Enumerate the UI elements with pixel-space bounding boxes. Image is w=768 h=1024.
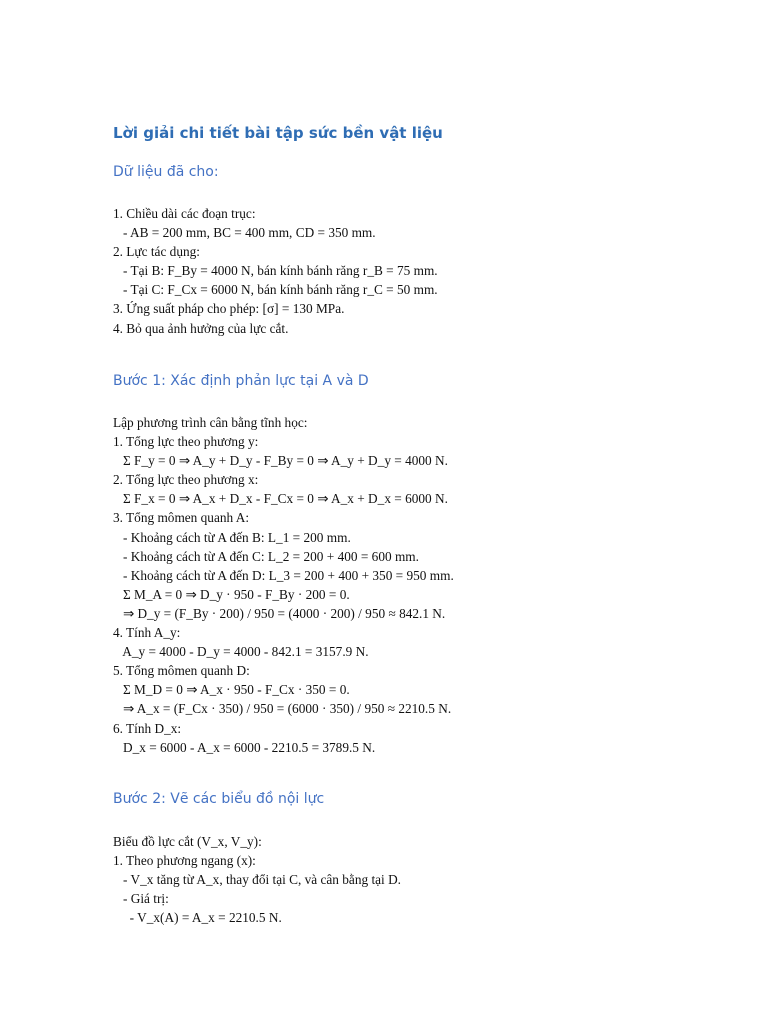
document-title: Lời giải chi tiết bài tập sức bền vật liệu xyxy=(113,124,443,142)
step-1-list xyxy=(113,413,454,757)
text-line: - Khoảng cách từ A đến D: L_3 = 200 + 400 + 350 = 950 mm. xyxy=(113,567,454,583)
section-heading-step-2: Bước 2: Vẽ các biểu đồ nội lực xyxy=(113,791,325,807)
section-heading-step-1: Bước 1: Xác định phản lực tại A và D xyxy=(113,373,369,389)
text-line: A_y = 4000 - D_y = 4000 - 842.1 = 3157.9 N. xyxy=(113,644,369,660)
text-line: 1. Tổng lực theo phương y: xyxy=(113,434,259,450)
step-2-list xyxy=(113,832,401,927)
text-line: ⇒ A_x = (F_Cx · 350) / 950 = (6000 · 350) / 950 ≈ 2210.5 N. xyxy=(113,701,452,717)
text-line: Σ F_x = 0 ⇒ A_x + D_x - F_Cx = 0 ⇒ A_x + D_x = 6000 N. xyxy=(113,491,448,507)
text-line: 1. Chiều dài các đoạn trục: xyxy=(113,206,256,221)
text-line: Σ M_A = 0 ⇒ D_y · 950 - F_By · 200 = 0. xyxy=(113,586,350,602)
text-line: Biểu đồ lực cắt (V_x, V_y): xyxy=(113,834,262,849)
text-line: ⇒ D_y = (F_By · 200) / 950 = (4000 · 200) / 950 ≈ 842.1 N. xyxy=(113,605,446,621)
text-line: - Tại B: F_By = 4000 N, bán kính bánh răng r_B = 75 mm. xyxy=(113,263,438,279)
text-line: - V_x tăng từ A_x, thay đổi tại C, và cân bằng tại D. xyxy=(113,872,401,888)
text-line: - AB = 200 mm, BC = 400 mm, CD = 350 mm. xyxy=(113,225,376,241)
given-data-list xyxy=(113,204,438,338)
text-line: 6. Tính D_x: xyxy=(113,720,182,736)
text-line: 3. Ứng suất pháp cho phép: [σ] = 130 MPa. xyxy=(113,301,345,317)
text-line: 3. Tổng mômen quanh A: xyxy=(113,510,250,526)
section-heading-given-data: Dữ liệu đã cho: xyxy=(113,164,219,180)
text-line: Lập phương trình cân bằng tĩnh học: xyxy=(113,415,308,430)
text-line: - Giá trị: xyxy=(113,891,169,907)
text-line: 4. Bỏ qua ảnh hưởng của lực cắt. xyxy=(113,320,289,336)
text-line: 5. Tổng mômen quanh D: xyxy=(113,663,250,679)
text-line: - V_x(A) = A_x = 2210.5 N. xyxy=(113,910,282,926)
text-line: D_x = 6000 - A_x = 6000 - 2210.5 = 3789.5 N. xyxy=(113,739,376,755)
text-line: Σ F_y = 0 ⇒ A_y + D_y - F_By = 0 ⇒ A_y + D_y = 4000 N. xyxy=(113,453,448,469)
text-line: - Tại C: F_Cx = 6000 N, bán kính bánh răng r_C = 50 mm. xyxy=(113,282,438,298)
text-line: Σ M_D = 0 ⇒ A_x · 950 - F_Cx · 350 = 0. xyxy=(113,682,350,698)
text-line: 2. Lực tác dụng: xyxy=(113,244,200,260)
text-line: 2. Tổng lực theo phương x: xyxy=(113,472,259,488)
text-line: - Khoảng cách từ A đến B: L_1 = 200 mm. xyxy=(113,529,351,545)
text-line: - Khoảng cách từ A đến C: L_2 = 200 + 400 = 600 mm. xyxy=(113,548,419,564)
text-line: 1. Theo phương ngang (x): xyxy=(113,853,256,869)
text-line: 4. Tính A_y: xyxy=(113,625,181,641)
